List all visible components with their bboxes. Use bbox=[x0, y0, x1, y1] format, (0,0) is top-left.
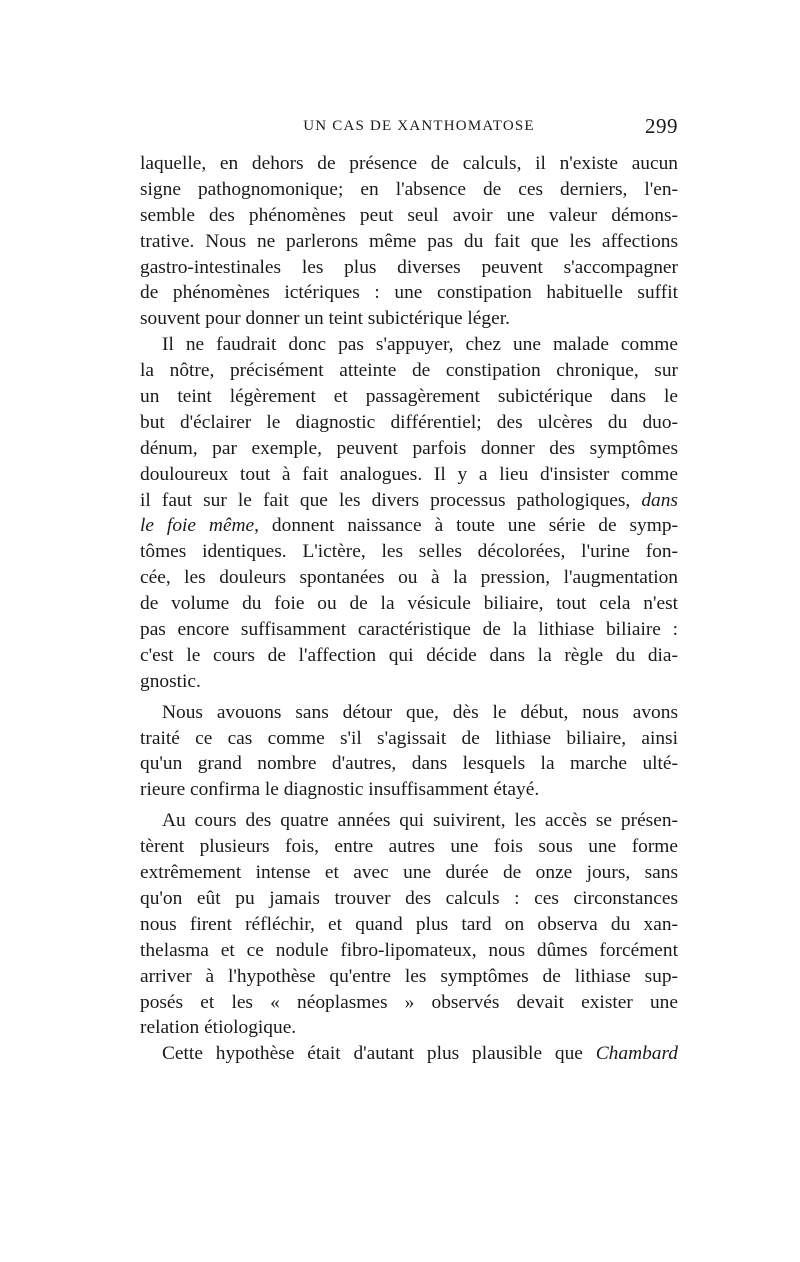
text-line: rieure confirma le diagnostic insuffisamment étayé. bbox=[140, 779, 540, 801]
text-line: thelasma et ce nodule fibro-lipomateux, nous dûmes forcément bbox=[140, 939, 678, 961]
text-line: de phénomènes ictériques : une constipation habituelle suffit bbox=[140, 282, 678, 304]
text-line: semble des phénomènes peut seul avoir une valeur démons- bbox=[140, 204, 678, 226]
text-line: souvent pour donner un teint subictérique léger. bbox=[140, 308, 510, 330]
italic-text: le foie même bbox=[140, 515, 255, 537]
text-line: qu'on eût pu jamais trouver des calculs : ces circonstances bbox=[140, 887, 678, 909]
text-line: Au cours des quatre années qui suivirent, les accès se présen- bbox=[162, 810, 678, 832]
text-line: signe pathognomonique; en l'absence de ces derniers, l'en- bbox=[140, 178, 678, 200]
text-line: dénum, par exemple, peuvent parfois donner des symptômes bbox=[140, 437, 678, 459]
text-line: laquelle, en dehors de présence de calculs, il n'existe aucun bbox=[140, 153, 678, 174]
text-line: traité ce cas comme s'il s'agissait de lithiase biliaire, ainsi bbox=[140, 727, 678, 749]
running-title: UN CAS DE XANTHOMATOSE bbox=[303, 118, 535, 134]
text-line: gastro-intestinales les plus diverses peuvent s'accompagner bbox=[140, 256, 678, 278]
text-line: but d'éclairer le diagnostic différentiel; des ulcères du duo- bbox=[140, 411, 678, 433]
text-line: qu'un grand nombre d'autres, dans lesquels la marche ulté- bbox=[140, 753, 678, 775]
text-line: tômes identiques. L'ictère, les selles décolorées, l'urine fon- bbox=[140, 541, 678, 563]
text-line: trative. Nous ne parlerons même pas du fait que les affections bbox=[140, 230, 678, 252]
text-line bbox=[140, 513, 678, 539]
italic-text: Chambard bbox=[595, 1043, 678, 1065]
text-segment: , donnent naissance à toute une série de symp- bbox=[254, 515, 678, 537]
paragraph-1 bbox=[140, 151, 678, 332]
text-line: arriver à l'hypothèse qu'entre les symptômes de lithiase sup- bbox=[140, 965, 678, 987]
text-line: c'est le cours de l'affection qui décide dans la règle du dia- bbox=[140, 644, 678, 666]
text-line: gnostic. bbox=[140, 670, 201, 692]
text-line: pas encore suffisamment caractéristique de la lithiase biliaire : bbox=[140, 619, 678, 641]
paragraph-5 bbox=[140, 1041, 678, 1067]
running-head bbox=[140, 114, 678, 144]
text-line: la nôtre, précisément atteinte de constipation chronique, sur bbox=[140, 360, 678, 382]
paragraph-4 bbox=[140, 808, 678, 1041]
italic-text: dans bbox=[641, 489, 678, 511]
text-line: posés et les « néoplasmes » observés devait exister une bbox=[140, 991, 678, 1013]
text-line: Nous avouons sans détour que, dès le début, nous avons bbox=[162, 701, 678, 723]
text-line: nous firent réfléchir, et quand plus tard on observa du xan- bbox=[140, 913, 678, 935]
text-segment: il faut sur le fait que les divers processus pathologiques, bbox=[140, 489, 631, 511]
text-line: de volume du foie ou de la vésicule biliaire, tout cela n'est bbox=[140, 593, 678, 615]
text-segment: Cette hypothèse était d'autant plus plausible que bbox=[162, 1043, 583, 1065]
text-line: un teint légèrement et passagèrement subictérique dans le bbox=[140, 386, 678, 408]
text-line: cée, les douleurs spontanées ou à la pression, l'augmentation bbox=[140, 567, 678, 589]
paragraph-3 bbox=[140, 700, 678, 804]
paragraph-2 bbox=[140, 332, 678, 694]
text-line: Il ne faudrait donc pas s'appuyer, chez une malade comme bbox=[162, 334, 678, 356]
text-line: douloureux tout à fait analogues. Il y a lieu d'insister comme bbox=[140, 463, 678, 485]
text-line bbox=[140, 488, 678, 514]
text-line: extrêmement intense et avec une durée de onze jours, sans bbox=[140, 862, 678, 884]
body-text bbox=[140, 151, 678, 1067]
page-number: 299 bbox=[645, 114, 678, 138]
text-line: relation étiologique. bbox=[140, 1017, 297, 1039]
text-line bbox=[140, 1041, 678, 1067]
text-line: tèrent plusieurs fois, entre autres une fois sous une forme bbox=[140, 836, 678, 858]
